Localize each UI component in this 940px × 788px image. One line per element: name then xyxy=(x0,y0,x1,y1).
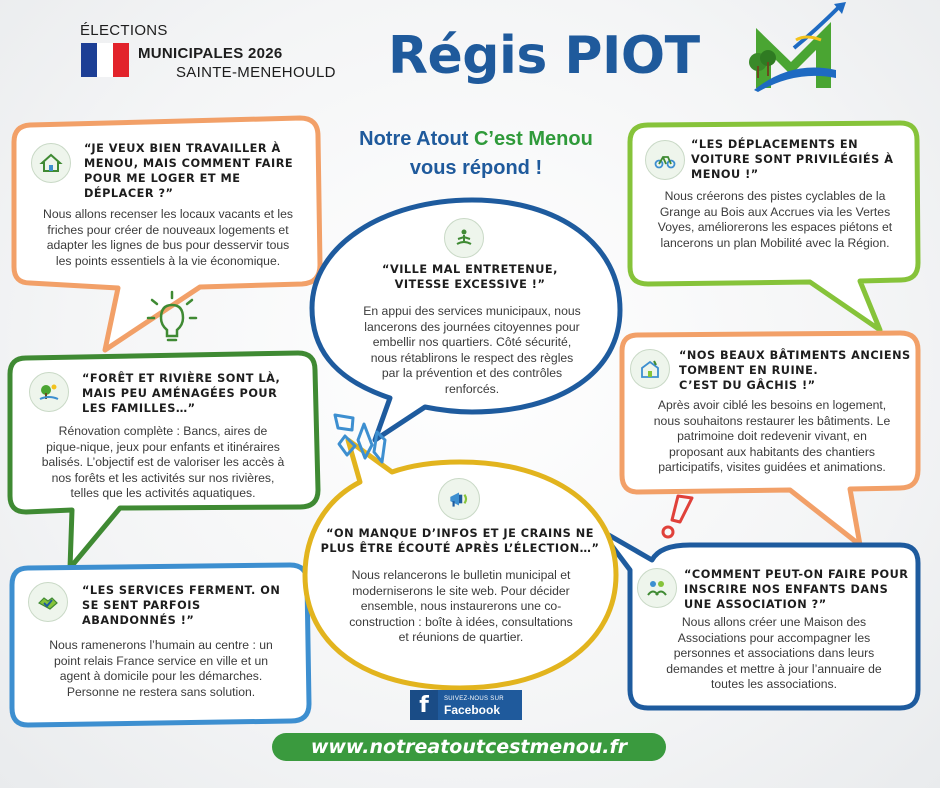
answer-line: renforcés. xyxy=(444,381,500,396)
answer-line: Associations pour accompagner les xyxy=(677,630,871,645)
facebook-button[interactable] xyxy=(410,690,522,720)
election-year-label: MUNICIPALES 2026 xyxy=(138,45,283,62)
answer-ville xyxy=(334,304,610,398)
question-line: LES FAMILLES…” xyxy=(82,402,196,415)
question-line: VOITURE SONT PRIVILÉGIÉS À xyxy=(691,153,894,166)
election-label: ÉLECTIONS xyxy=(80,22,168,39)
question-line: MENOU, MAIS COMMENT FAIRE xyxy=(84,157,294,170)
answer-line: toutes les associations. xyxy=(710,677,837,692)
question-ville xyxy=(340,262,600,292)
answer-line: nos forêts et les activités sur nos rivières, xyxy=(51,470,275,485)
answer-line: Rénovation complète : Bancs, aires de xyxy=(58,424,268,438)
answer-line: pique-nique, jeux pour enfants et itinéraires xyxy=(46,439,280,454)
answer-line: nous souhaitons restaurer les bâtiments. Le xyxy=(653,413,891,428)
exclamation-icon xyxy=(663,496,692,537)
answer-line: personnes et associations dans leurs xyxy=(673,646,875,661)
answer-line: nous rétablirons le respect des règles xyxy=(370,350,574,365)
question-line: ABANDONNÉS !” xyxy=(82,614,195,627)
answer-line: Après avoir ciblé les besoins en logement, xyxy=(657,398,887,412)
question-line: “LES DÉPLACEMENTS EN xyxy=(691,138,859,151)
answer-line: Grange au Bois aux Accrues via les Vertes xyxy=(659,204,891,219)
answer-line: adapter les lignes de bus pour desservir tous xyxy=(46,238,290,253)
question-line: SE SENT PARFOIS xyxy=(82,599,201,612)
question-line: C’EST DU GÂCHIS !” xyxy=(679,379,816,392)
question-line: PLUS ÊTRE ÉCOUTÉ APRÈS L’ÉLECTION…” xyxy=(320,542,600,555)
candidate-name: Régis PIOT xyxy=(388,26,700,86)
building-icon xyxy=(630,349,670,389)
answer-deplacements xyxy=(636,189,914,251)
question-foret xyxy=(82,371,280,416)
facebook-label xyxy=(438,694,504,716)
question-line: “JE VEUX BIEN TRAVAILLER À xyxy=(84,142,281,155)
slogan-part-2: C’est Menou xyxy=(473,128,593,150)
answer-batiments xyxy=(628,398,916,476)
question-associations xyxy=(684,567,908,612)
answer-foret xyxy=(18,424,308,502)
people-icon xyxy=(637,568,677,608)
answer-line: balisés. L’objectif est de valoriser les accès à xyxy=(41,455,285,470)
answer-line: embellir nos quartiers. Côté sécurité, xyxy=(372,335,572,350)
meditation-icon xyxy=(444,218,484,258)
question-line: VITESSE EXCESSIVE !” xyxy=(394,278,546,291)
question-line: “ON MANQUE D’INFOS ET JE CRAINS NE xyxy=(326,527,594,540)
answer-line: lancerons un plan Mobilité avec la Région. xyxy=(660,235,890,250)
slogan-part-1: Notre Atout xyxy=(359,128,474,150)
megaphone-icon xyxy=(438,478,480,520)
question-deplacements xyxy=(691,137,893,182)
answer-line: et réunions de quartier. xyxy=(398,630,524,645)
facebook-big-label: Facebook xyxy=(444,703,501,717)
answer-line: proposant aux habitants des chantiers xyxy=(669,444,875,459)
answer-line: lancerons des journées citoyennes pour xyxy=(364,319,580,334)
website-link[interactable]: www.notreatoutcestmenou.fr xyxy=(272,733,666,761)
question-line: MENOU !” xyxy=(691,168,759,181)
answer-line: Nous relancerons le bulletin municipal et xyxy=(351,568,571,582)
answer-line: Nous allons créer une Maison des xyxy=(681,615,867,629)
mobility-icon xyxy=(645,140,685,180)
nature-icon xyxy=(29,372,69,412)
answer-line: demandes et mettre à jour l’annuaire de xyxy=(666,661,882,676)
answer-services xyxy=(18,638,304,700)
answer-line: Personne ne restera sans solution. xyxy=(66,684,256,699)
slogan-line-2: vous répond ! xyxy=(409,157,543,179)
answer-line: patrimoine doit redevenir vivant, en xyxy=(677,429,867,444)
question-line: “FORÊT ET RIVIÈRE SONT LÀ, xyxy=(82,372,281,385)
question-services xyxy=(82,583,280,628)
answer-line: Voyes, améliorerons les espaces piétons et xyxy=(657,220,893,235)
answer-logement xyxy=(24,207,312,269)
answer-line: participatifs, visites guidées et animations. xyxy=(658,460,886,475)
question-line: INSCRIRE NOS ENFANTS DANS xyxy=(684,583,889,596)
answer-line: point relais France service en ville et un xyxy=(53,653,269,668)
answer-line: Nous allons recenser les locaux vacants et les xyxy=(43,207,293,221)
question-batiments xyxy=(679,348,911,393)
handshake-icon xyxy=(28,582,68,622)
question-line: “NOS BEAUX BÂTIMENTS ANCIENS xyxy=(679,349,911,362)
answer-line: les points essentiels à la vie économique. xyxy=(55,253,281,268)
question-line: “VILLE MAL ENTRETENUE, xyxy=(382,263,558,276)
answer-line: moderniserons le site web. Pour décider xyxy=(352,583,570,598)
answer-line: construction : boîte à idées, consultations xyxy=(349,614,573,629)
town-label: SAINTE-MENEHOULD xyxy=(176,64,336,81)
question-line: DÉPLACER ?” xyxy=(84,187,174,200)
question-infos xyxy=(320,526,600,556)
question-line: UNE ASSOCIATION ?” xyxy=(684,598,827,611)
answer-line: Nous ramenerons l’humain au centre : un xyxy=(49,638,273,652)
house-icon xyxy=(31,143,71,183)
question-line: MAIS PEU AMÉNAGÉES POUR xyxy=(82,387,278,400)
answer-line: par la prévention et des contrôles xyxy=(381,366,563,381)
answer-infos xyxy=(325,568,597,646)
question-line: “COMMENT PEUT-ON FAIRE POUR xyxy=(684,568,909,581)
question-line: POUR ME LOGER ET ME xyxy=(84,172,241,185)
answer-line: ensemble, nous instaurerons une co- xyxy=(360,599,562,614)
campaign-logo-icon xyxy=(736,0,852,94)
facebook-small-label: SUIVEZ-NOUS SUR xyxy=(444,696,504,702)
french-flag-icon xyxy=(81,43,129,77)
answer-line: agent à domicile pour les démarches. xyxy=(59,669,263,684)
facebook-icon: f xyxy=(410,690,438,720)
answer-line: En appui des services municipaux, nous xyxy=(363,304,581,318)
slogan-line-1 xyxy=(336,128,616,151)
answer-line: friches pour créer de nouveaux logements et xyxy=(47,222,289,237)
answer-associations xyxy=(634,615,914,693)
question-line: TOMBENT EN RUINE. xyxy=(679,364,819,377)
question-logement xyxy=(84,141,293,201)
question-line: “LES SERVICES FERMENT. ON xyxy=(82,584,281,597)
answer-line: Nous créerons des pistes cyclables de la xyxy=(664,189,886,203)
answer-line: telles que les activités aquatiques. xyxy=(70,486,256,501)
